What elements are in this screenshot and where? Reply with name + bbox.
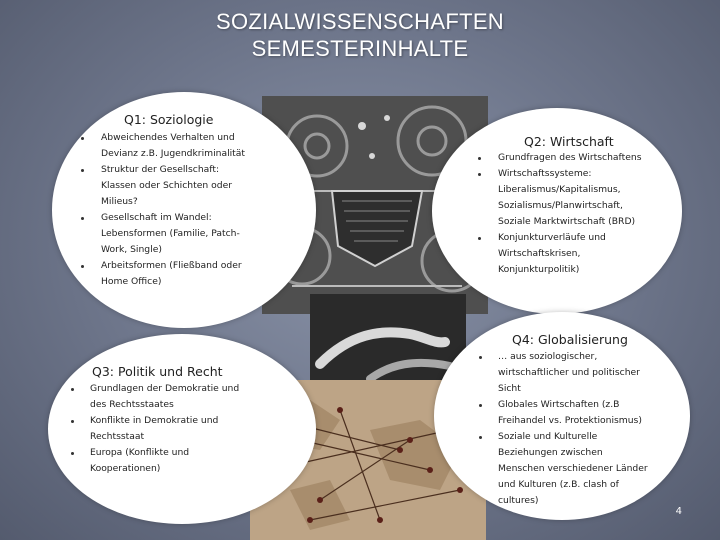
list-item: Europa (Konflikte und: [66, 445, 266, 461]
q1-list: [76, 130, 266, 290]
list-item: Soziale Marktwirtschaft (BRD): [498, 216, 636, 227]
q1-heading: Q1: Soziologie: [124, 112, 214, 127]
list-item: Struktur der Gesellschaft:: [76, 162, 266, 178]
list-item: Grundfragen des Wirtschaftens: [474, 150, 664, 166]
list-item: … aus soziologischer,: [476, 349, 676, 365]
list-item: Freihandel vs. Protektionismus): [498, 415, 642, 426]
q3-list: [66, 381, 266, 477]
list-item: Work, Single): [101, 244, 162, 255]
list-item: Wirtschaftskrisen,: [498, 248, 581, 259]
list-item: Arbeitsformen (Fließband oder: [76, 258, 266, 274]
list-item: Konjunkturverläufe und: [474, 230, 664, 246]
list-item: Home Office): [101, 276, 162, 287]
slide-title-line-1: SOZIALWISSENSCHAFTEN: [216, 9, 504, 34]
list-item: Soziale und Kulturelle: [476, 429, 676, 445]
list-item: Liberalismus/Kapitalismus,: [498, 184, 621, 195]
list-item: Devianz z.B. Jugendkriminalität: [101, 148, 246, 159]
list-item: Sicht: [498, 383, 521, 394]
list-item: Kooperationen): [90, 463, 161, 474]
list-item: Sozialismus/Planwirtschaft,: [498, 200, 623, 211]
list-item: Abweichendes Verhalten und: [76, 130, 266, 146]
q4-heading: Q4: Globalisierung: [512, 332, 628, 347]
q2-heading: Q2: Wirtschaft: [524, 134, 614, 149]
list-item: wirtschaftlicher und politischer: [498, 367, 640, 378]
list-item: Konflikte in Demokratie und: [66, 413, 266, 429]
q3-heading: Q3: Politik und Recht: [92, 364, 223, 379]
slide-title: [0, 8, 720, 62]
list-item: Menschen verschiedener Länder: [498, 463, 648, 474]
list-item: und Kulturen (z.B. clash of: [498, 479, 619, 490]
list-item: Lebensformen (Familie, Patch-: [101, 228, 240, 239]
q2-list: [474, 150, 664, 278]
list-item: Globales Wirtschaften (z.B: [476, 397, 676, 413]
list-item: Konjunkturpolitik): [498, 264, 580, 275]
list-item: Gesellschaft im Wandel:: [76, 210, 266, 226]
q4-list: [476, 349, 676, 509]
list-item: des Rechtsstaates: [90, 399, 174, 410]
list-item: Wirtschaftssysteme:: [474, 166, 664, 182]
list-item: Beziehungen zwischen: [498, 447, 603, 458]
slide-title-line-2: SEMESTERINHALTE: [251, 36, 469, 61]
list-item: Grundlagen der Demokratie und: [66, 381, 266, 397]
list-item: Klassen oder Schichten oder: [101, 180, 232, 191]
list-item: cultures): [498, 495, 539, 506]
list-item: Rechtsstaat: [90, 431, 145, 442]
list-item: Milieus?: [101, 196, 138, 207]
page-number: 4: [675, 506, 682, 517]
